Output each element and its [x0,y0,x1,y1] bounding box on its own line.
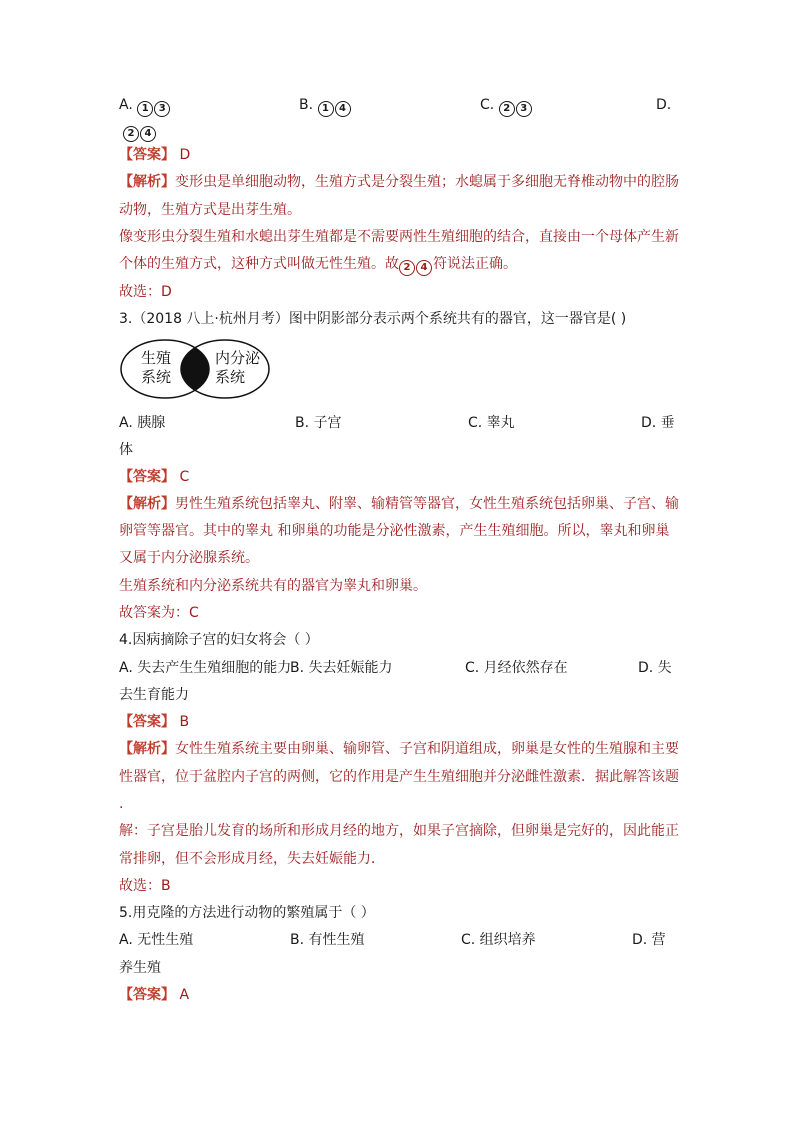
q4-option-d-cont: 去生育能力 [119,687,189,703]
q2-analysis-line4 [119,254,679,276]
q5-option-a: A. 无性生殖 [119,932,194,948]
answer-value: B [179,714,190,730]
circled-number: 2 [499,101,515,117]
option-prefix: A. [119,97,133,113]
q5-option-b: B. 有性生殖 [290,932,365,948]
q4-option-a: A. 失去产生生殖细胞的能力 [119,660,292,676]
q4-analysis-line2: 性器官，位于盆腔内子宫的两侧，它的作用是产生生殖细胞并分泌雌性激素．据此解答该题 [119,769,679,785]
venn-left-label-2: 系统 [141,368,172,386]
q3-analysis-line4: 生殖系统和内分泌系统共有的器官为睾丸和卵巢。 [119,578,427,594]
venn-diagram [119,338,279,400]
analysis-text: 个体的生殖方式，这种方式叫做无性生殖。故 [119,256,399,272]
q2-answer [119,145,679,165]
q3-option-a: A. 胰腺 [119,415,166,431]
answer-tag: 【答案】 [119,987,175,1003]
q5-stem: 5.用克隆的方法进行动物的繁殖属于（ ） [119,905,375,921]
q5-option-d-cont: 养生殖 [119,960,161,976]
answer-tag: 【答案】 [119,469,175,485]
analysis-text: 女性生殖系统主要由卵巢、输卵管、子宫和阴道组成，卵巢是女性的生殖腺和主要 [175,741,679,757]
q4-analysis-line3: . [119,796,124,812]
q3-stem: 3.（2018 八上·杭州月考）图中阴影部分表示两个系统共有的器官，这一器官是( ) [119,311,627,327]
venn-left-label-1: 生殖 [141,349,172,367]
q4-analysis-line4: 解：子宫是胎儿发育的场所和形成月经的地方，如果子宫摘除，但卵巢是完好的，因此能正 [119,823,679,839]
q5-option-c: C. 组织培养 [461,932,536,948]
q2-option-d-prefix: D. [656,97,672,113]
q3-option-c: C. 睾丸 [468,415,515,431]
venn-right-label-1: 内分泌 [215,349,261,367]
analysis-tag: 【解析】 [119,496,175,512]
answer-value: C [179,469,190,485]
q4-analysis-line1 [119,739,679,759]
q2-choose: 故选：D [119,284,172,300]
answer-tag: 【答案】 [119,147,175,163]
option-prefix: C. [480,97,495,113]
analysis-text: 男性生殖系统包括睾丸、附睾、输精管等器官，女性生殖系统包括卵巢、子宫、输 [175,496,679,512]
q3-option-d: D. 垂 [641,415,675,431]
q2-analysis-line1 [119,172,679,192]
q2-option-b [299,95,352,117]
circled-number: 1 [137,101,153,117]
analysis-text: 变形虫是单细胞动物，生殖方式是分裂生殖；水螅属于多细胞无脊椎动物中的腔肠 [175,174,679,190]
q2-option-d [123,120,157,142]
q4-choose: 故选：B [119,878,171,894]
q4-analysis-line5: 常排卵，但不会形成月经，失去妊娠能力． [119,851,385,867]
circled-number: 4 [335,101,351,117]
q3-analysis-line3: 又属于内分泌腺系统。 [119,550,259,566]
q2-analysis-line2: 动物，生殖方式是出芽生殖。 [119,202,301,218]
q3-choose: 故答案为：C [119,605,199,621]
q4-option-c: C. 月经依然存在 [465,660,568,676]
q2-option-c [480,95,533,117]
analysis-text: 符说法正确。 [433,256,517,272]
answer-tag: 【答案】 [119,714,175,730]
analysis-tag: 【解析】 [119,741,175,757]
q5-answer [119,985,679,1005]
q3-answer [119,467,679,487]
q5-option-d: D. 营 [632,932,666,948]
venn-right-label-2: 系统 [215,368,246,386]
q4-stem: 4.因病摘除子宫的妇女将会（ ） [119,632,319,648]
q3-option-b: B. 子宫 [295,415,342,431]
circled-number: 4 [140,126,156,142]
q2-analysis-line3: 像变形虫分裂生殖和水螅出芽生殖都是不需要两性生殖细胞的结合，直接由一个母体产生新 [119,229,679,245]
q3-analysis-line2: 卵管等器官。其中的睾丸 和卵巢的功能是分泌性激素，产生生殖细胞。所以，睾丸和卵巢 [119,523,670,539]
circled-number: 3 [154,101,170,117]
circled-number: 4 [416,260,432,276]
answer-value: D [179,147,191,163]
circled-number: 2 [399,260,415,276]
answer-value: A [179,987,190,1003]
option-prefix: B. [299,97,314,113]
q3-analysis-line1 [119,494,679,514]
q4-answer [119,712,679,732]
analysis-tag: 【解析】 [119,174,175,190]
circled-number: 2 [123,126,139,142]
q4-option-b: B. 失去妊娠能力 [290,660,393,676]
circled-number: 1 [318,101,334,117]
q2-option-a [119,95,171,117]
circled-number: 3 [516,101,532,117]
q4-option-d: D. 失 [638,660,672,676]
q3-option-d-cont: 体 [119,442,133,458]
